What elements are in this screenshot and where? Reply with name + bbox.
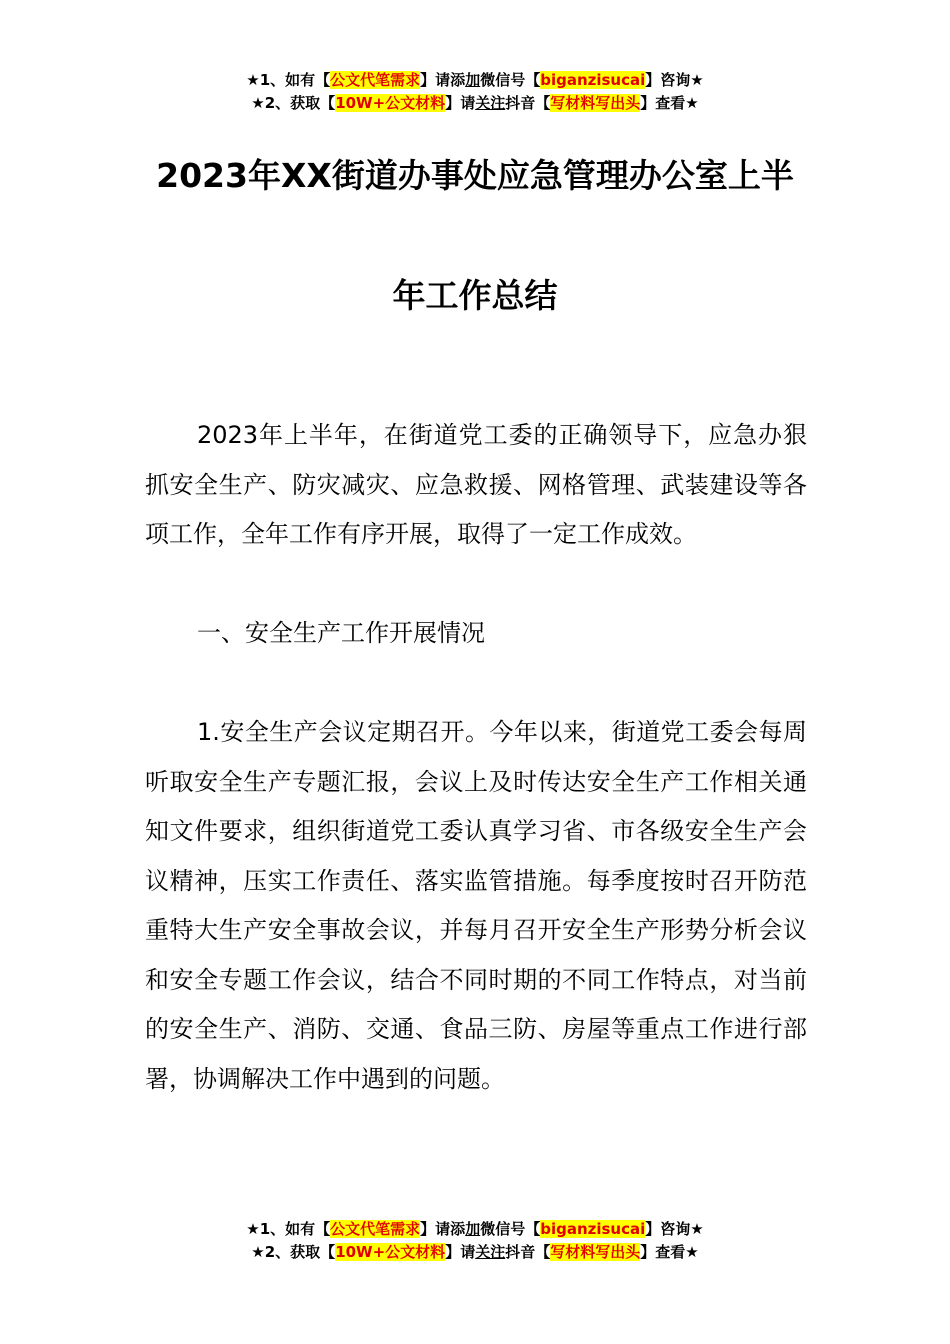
banner-text: 抖音【	[505, 1243, 551, 1261]
banner-line-1	[0, 69, 950, 92]
banner-text: ★2、获取【	[251, 1243, 336, 1261]
banner-text: 】请	[445, 1243, 476, 1261]
banner-line-2	[0, 92, 950, 115]
section-paragraph: 1.安全生产会议定期召开。今年以来，街道党工委会每周听取安全生产专题汇报，会议上及时传达安全生产工作相关通知文件要求，组织街道党工委认真学习省、市各级安全生产会议精神，压实工作责任、落实监管措施。每季度按时召开防范重特大生产安全事故会议，并每月召开安全生产形势分析会议和安全专题工作会议，结合不同时期的不同工作特点，对当前的安全生产、消防、交通、食品三防、房屋等重点工作进行部署，协调解决工作中遇到的问题。	[145, 718, 807, 1093]
banner-emphasis: 关注	[475, 94, 506, 112]
banner-highlight: 写材料写出头	[550, 94, 641, 112]
footer-banner	[0, 1218, 950, 1264]
banner-text: ★1、如有【	[246, 1220, 331, 1238]
banner-emphasis: 加	[465, 1220, 481, 1238]
banner-text: ★2、获取【	[251, 94, 336, 112]
document-title-line-1: 2023年XX街道办事处应急管理办公室上半	[156, 156, 794, 195]
banner-highlight: biganzisucai	[540, 71, 646, 89]
header-banner	[0, 69, 950, 115]
banner-highlight: 10W+公文材料	[335, 1243, 446, 1261]
banner-text: 】咨询★	[645, 1220, 704, 1238]
section-heading: 一、安全生产工作开展情况	[197, 619, 485, 647]
banner-text: 微信号【	[480, 1220, 541, 1238]
document-title-line-2: 年工作总结	[392, 276, 558, 315]
banner-emphasis: 加	[465, 71, 481, 89]
banner-highlight: biganzisucai	[540, 1220, 646, 1238]
banner-text: 】请添	[420, 1220, 466, 1238]
banner-text: 】查看★	[640, 94, 699, 112]
banner-highlight: 公文代笔需求	[330, 1220, 421, 1238]
banner-text: ★1、如有【	[246, 71, 331, 89]
banner-line-2	[0, 1241, 950, 1264]
banner-text: 】咨询★	[645, 71, 704, 89]
banner-highlight: 写材料写出头	[550, 1243, 641, 1261]
banner-text: 】请	[445, 94, 476, 112]
banner-text: 微信号【	[480, 71, 541, 89]
banner-highlight: 10W+公文材料	[335, 94, 446, 112]
banner-text: 】查看★	[640, 1243, 699, 1261]
intro-paragraph: 2023年上半年，在街道党工委的正确领导下，应急办狠抓安全生产、防灾减灾、应急救援、网格管理、武装建设等各项工作，全年工作有序开展，取得了一定工作成效。	[145, 421, 807, 548]
banner-text: 】请添	[420, 71, 466, 89]
banner-text: 抖音【	[505, 94, 551, 112]
banner-highlight: 公文代笔需求	[330, 71, 421, 89]
banner-line-1	[0, 1218, 950, 1241]
banner-emphasis: 关注	[475, 1243, 506, 1261]
